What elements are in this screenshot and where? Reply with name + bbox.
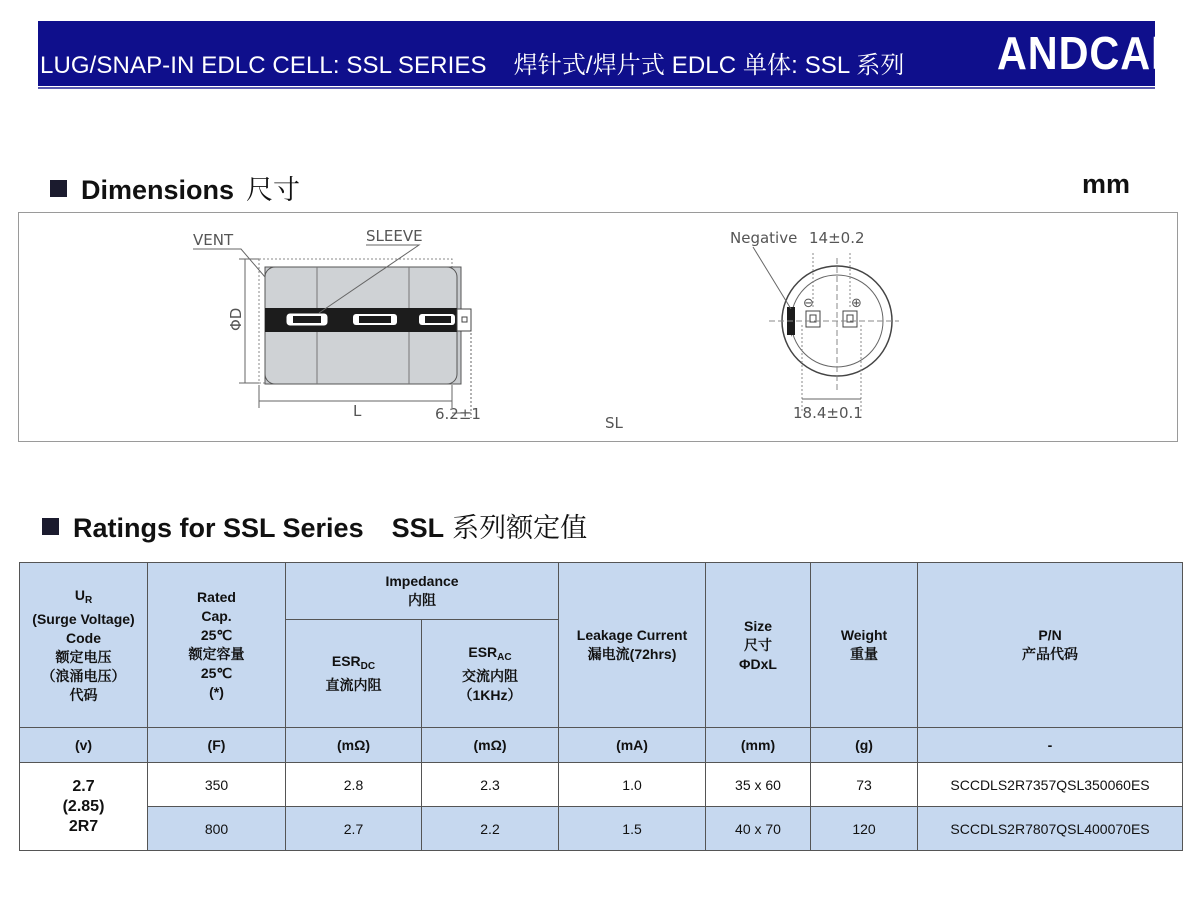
- vent-label: VENT: [193, 231, 234, 249]
- header-esr-ac: $ESR_{AC}$ 交流内阻 （1KHz）: [422, 620, 559, 728]
- cap-cell: 350: [148, 763, 286, 807]
- table-row: [20, 763, 1183, 807]
- positive-symbol-icon: ⊕: [851, 296, 862, 311]
- dimensions-heading: [50, 168, 300, 207]
- negative-leader: [753, 247, 791, 309]
- esr-ac-cell: 2.3: [422, 763, 559, 807]
- header-pn: P/N 产品代码: [918, 563, 1183, 728]
- dimensions-unit: mm: [1082, 169, 1131, 199]
- unit-cell: (v): [20, 728, 148, 763]
- esr-dc-cell: 2.8: [286, 763, 422, 807]
- unit-cell: (mΩ): [422, 728, 559, 763]
- ratings-title-cn: 系列额定值: [452, 513, 588, 543]
- pin-spacing-label: 14±0.2: [809, 229, 865, 247]
- negative-symbol-icon: ⊖: [803, 296, 814, 311]
- esr-dc-cell: 2.7: [286, 807, 422, 851]
- unit-cell: (mA): [559, 728, 706, 763]
- size-cell: 40 x 70: [706, 807, 811, 851]
- negative-label: Negative: [730, 229, 798, 247]
- weight-cell: 73: [811, 763, 918, 807]
- square-bullet-icon: [50, 180, 67, 197]
- voltage-cell: 2.7 (2.85) 2R7: [20, 763, 148, 851]
- ratings-table: [19, 562, 1183, 851]
- dimension-drawing: [19, 213, 1177, 441]
- size-cell: 35 x 60: [706, 763, 811, 807]
- weight-cell: 120: [811, 807, 918, 851]
- leakage-cell: 1.0: [559, 763, 706, 807]
- pn-cell: SCCDLS2R7807QSL400070ES: [918, 807, 1183, 851]
- table-row: [20, 807, 1183, 851]
- unit-cell: (mΩ): [286, 728, 422, 763]
- unit-cell: (mm): [706, 728, 811, 763]
- ratings-title-en: Ratings for SSL Series: [73, 513, 364, 543]
- ratings-title-series: SSL: [391, 513, 445, 543]
- header-impedance: Impedance 内阻: [286, 563, 559, 620]
- pin-span-label: 18.4±0.1: [793, 404, 863, 422]
- dimensions-drawing-panel: [18, 212, 1178, 442]
- series-code-label: SL: [605, 414, 623, 432]
- unit-cell: -: [918, 728, 1183, 763]
- diameter-label: ΦD: [227, 307, 245, 331]
- header-ur: $U_R$ (Surge Voltage) Code 额定电压 （浪涌电压） 代码: [20, 563, 148, 728]
- band-slot-1-inner: [293, 316, 321, 323]
- band-slot-3-inner: [425, 316, 451, 323]
- header-rated-cap: Rated Cap. 25℃ 额定容量 25℃ (*): [148, 563, 286, 728]
- esr-ac-cell: 2.2: [422, 807, 559, 851]
- brand-logo: ANDCAP: [997, 27, 1180, 79]
- vent-leader: [193, 249, 265, 277]
- square-bullet-icon: [42, 518, 59, 535]
- terminal-lug: [457, 309, 471, 331]
- header-title: LUG/SNAP-IN EDLC CELL: SSL SERIES 焊针式/焊片式 EDLC 单体: SSL 系列: [40, 52, 905, 79]
- dimensions-title-en: Dimensions: [81, 175, 235, 205]
- header-leakage: Leakage Current 漏电流(72hrs): [559, 563, 706, 728]
- cap-cell: 800: [148, 807, 286, 851]
- header-size: Size 尺寸 ΦDxL: [706, 563, 811, 728]
- band-slot-2-inner: [359, 316, 391, 323]
- units-row: [20, 728, 1183, 763]
- unit-cell: (F): [148, 728, 286, 763]
- length-label: L: [353, 402, 362, 420]
- header-divider: [38, 87, 1155, 89]
- pn-cell: SCCDLS2R7357QSL350060ES: [918, 763, 1183, 807]
- leakage-cell: 1.5: [559, 807, 706, 851]
- header-weight: Weight 重量: [811, 563, 918, 728]
- ratings-heading: [42, 506, 587, 545]
- sleeve-label: SLEEVE: [366, 227, 423, 245]
- header-esr-dc: $ESR_{DC}$ 直流内阻: [286, 620, 422, 728]
- unit-cell: (g): [811, 728, 918, 763]
- dimensions-title-cn: 尺寸: [246, 175, 301, 205]
- lead-length-label: 6.2±1: [435, 405, 481, 423]
